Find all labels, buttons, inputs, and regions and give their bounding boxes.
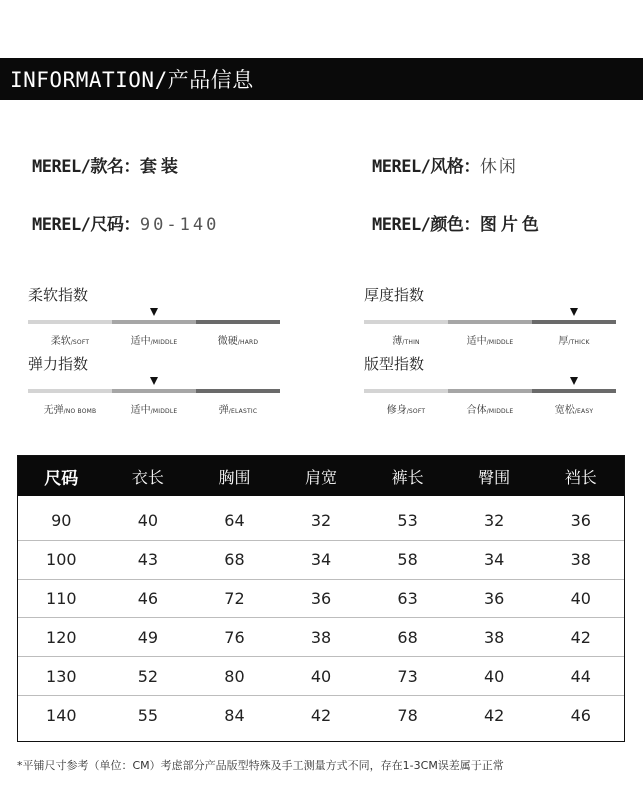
table-header-cell: 肩宽	[305, 467, 338, 487]
table-cell: 100	[46, 550, 77, 570]
scale-label	[112, 401, 196, 416]
scale-segment	[28, 320, 112, 324]
scale-label	[28, 401, 112, 416]
scale-label-zh: 柔软	[50, 336, 71, 347]
scale-label-en: /EASY	[574, 408, 594, 415]
scale-label-zh: 修身	[386, 405, 407, 416]
scale-labels	[28, 332, 280, 347]
scale-label-en: /SOFT	[406, 408, 426, 415]
measurement-note: *平铺尺寸参考（单位：CM）考虑部分产品版型特殊及手工测量方式不同，存在1-3CM误差属于正常	[17, 759, 504, 772]
scale-label-en: /NO BOMB	[63, 408, 97, 415]
scale-title: 厚度指数	[364, 286, 425, 304]
table-row	[18, 502, 624, 541]
scale-labels	[364, 332, 616, 347]
table-row	[18, 657, 624, 696]
table-cell: 40	[570, 588, 591, 608]
scale-label-zh: 无弹	[43, 405, 64, 416]
scale-segment	[196, 389, 280, 393]
info-key: MEREL/款名：	[32, 157, 140, 177]
table-cell: 49	[137, 627, 159, 647]
scale-label	[28, 332, 112, 347]
scale-segment	[364, 389, 448, 393]
scale-label	[364, 332, 448, 347]
scale-label-zh: 适中	[130, 336, 151, 347]
table-cell: 55	[137, 705, 159, 725]
scale-label-zh: 适中	[466, 336, 487, 347]
index-scale	[364, 353, 616, 443]
scale-segment	[532, 320, 616, 324]
scale-label-zh: 宽松	[554, 405, 575, 416]
table-row	[18, 541, 624, 580]
index-scale	[28, 353, 280, 443]
table-cell: 68	[224, 550, 245, 570]
info-value: 套装	[139, 157, 182, 177]
table-header-cell: 臀围	[478, 467, 511, 487]
info-banner	[0, 58, 643, 100]
scale-bar	[364, 389, 616, 393]
table-cell: 52	[137, 666, 159, 686]
table-cell: 34	[484, 550, 505, 570]
scale-segment	[112, 389, 196, 393]
scale-label-zh: 厚	[558, 336, 569, 347]
scale-segment	[112, 320, 196, 324]
scale-label	[448, 401, 532, 416]
table-cell: 58	[397, 550, 418, 570]
scale-title: 柔软指数	[28, 286, 89, 304]
size-table	[17, 455, 625, 742]
table-cell: 38	[310, 627, 332, 647]
scale-bar	[364, 320, 616, 324]
scale-label-en: /MIDDLE	[486, 408, 514, 415]
scale-label-en: /HARD	[237, 339, 259, 346]
table-cell: 63	[397, 588, 418, 608]
scale-label-en: /MIDDLE	[150, 408, 178, 415]
table-header-cell: 裆长	[564, 467, 597, 487]
scale-label	[196, 332, 280, 347]
table-header-cell: 胸围	[218, 467, 251, 487]
scale-labels	[28, 401, 280, 416]
table-cell: 36	[570, 511, 591, 531]
scale-label-en: /MIDDLE	[486, 339, 514, 346]
table-row	[18, 696, 624, 735]
table-cell: 42	[310, 705, 332, 725]
table-cell: 43	[137, 550, 159, 570]
scale-label-zh: 适中	[130, 405, 151, 416]
table-cell: 80	[224, 666, 245, 686]
table-header-cell: 衣长	[131, 467, 164, 487]
info-value: 休闲	[479, 157, 518, 177]
scale-indicator-icon	[570, 377, 578, 385]
table-cell: 38	[570, 550, 591, 570]
scale-label	[196, 401, 280, 416]
scale-bar	[28, 389, 280, 393]
scale-label	[532, 401, 616, 416]
scale-segment	[364, 320, 448, 324]
table-cell: 34	[310, 550, 332, 570]
scale-label-en: /THICK	[568, 339, 590, 346]
scale-title: 版型指数	[364, 355, 425, 373]
scale-label-zh: 弹	[218, 405, 229, 416]
info-value: 90-140	[139, 215, 220, 235]
table-cell: 40	[484, 666, 505, 686]
info-style-name	[32, 152, 182, 177]
scale-title: 弹力指数	[28, 355, 89, 373]
table-cell: 72	[224, 588, 245, 608]
table-cell: 40	[310, 666, 332, 686]
info-size	[32, 210, 219, 235]
table-cell: 78	[397, 705, 418, 725]
scale-label	[532, 332, 616, 347]
table-header	[18, 456, 624, 496]
table-cell: 110	[46, 588, 77, 608]
info-key: MEREL/颜色：	[372, 215, 480, 235]
scale-indicator-icon	[570, 308, 578, 316]
table-header-cell: 尺码	[44, 468, 79, 489]
scale-segment	[532, 389, 616, 393]
scale-segment	[28, 389, 112, 393]
scale-label	[364, 401, 448, 416]
table-cell: 32	[484, 511, 505, 531]
table-body	[18, 496, 624, 735]
table-cell: 42	[484, 705, 505, 725]
table-row	[18, 580, 624, 619]
table-header-cell: 裤长	[391, 467, 424, 487]
table-cell: 64	[224, 511, 245, 531]
scale-label	[448, 332, 532, 347]
info-value: 图片色	[479, 215, 543, 235]
scale-indicator-icon	[150, 377, 158, 385]
table-cell: 42	[570, 627, 591, 647]
table-cell: 44	[570, 666, 591, 686]
table-cell: 53	[397, 511, 418, 531]
scale-label-en: /SOFT	[70, 339, 90, 346]
scale-label	[112, 332, 196, 347]
scale-segment	[448, 320, 532, 324]
table-cell: 46	[137, 588, 159, 608]
table-cell: 130	[46, 666, 77, 686]
table-cell: 140	[46, 705, 77, 725]
info-key: MEREL/尺码：	[32, 215, 140, 235]
info-color	[372, 210, 543, 235]
scale-segment	[448, 389, 532, 393]
scale-label-zh: 薄	[392, 336, 403, 347]
scale-indicator-icon	[150, 308, 158, 316]
table-cell: 40	[137, 511, 159, 531]
table-cell: 38	[484, 627, 505, 647]
scale-label-zh: 合体	[466, 405, 487, 416]
scale-label-en: /MIDDLE	[150, 339, 178, 346]
table-cell: 32	[310, 511, 332, 531]
table-cell: 84	[224, 705, 245, 725]
table-cell: 90	[51, 511, 72, 531]
scale-label-en: /THIN	[402, 339, 420, 346]
scale-labels	[364, 401, 616, 416]
banner-title: INFORMATION/产品信息	[10, 68, 254, 92]
info-key: MEREL/风格：	[372, 157, 480, 177]
table-cell: 73	[397, 666, 418, 686]
table-cell: 68	[397, 627, 418, 647]
scale-label-zh: 微硬	[217, 336, 238, 347]
scale-segment	[196, 320, 280, 324]
table-cell: 46	[570, 705, 591, 725]
table-cell: 76	[224, 627, 245, 647]
table-cell: 36	[484, 588, 505, 608]
scale-bar	[28, 320, 280, 324]
table-cell: 120	[46, 627, 77, 647]
info-style	[372, 152, 518, 177]
table-row	[18, 618, 624, 657]
table-cell: 36	[310, 588, 332, 608]
scale-label-en: /ELASTIC	[228, 408, 258, 415]
